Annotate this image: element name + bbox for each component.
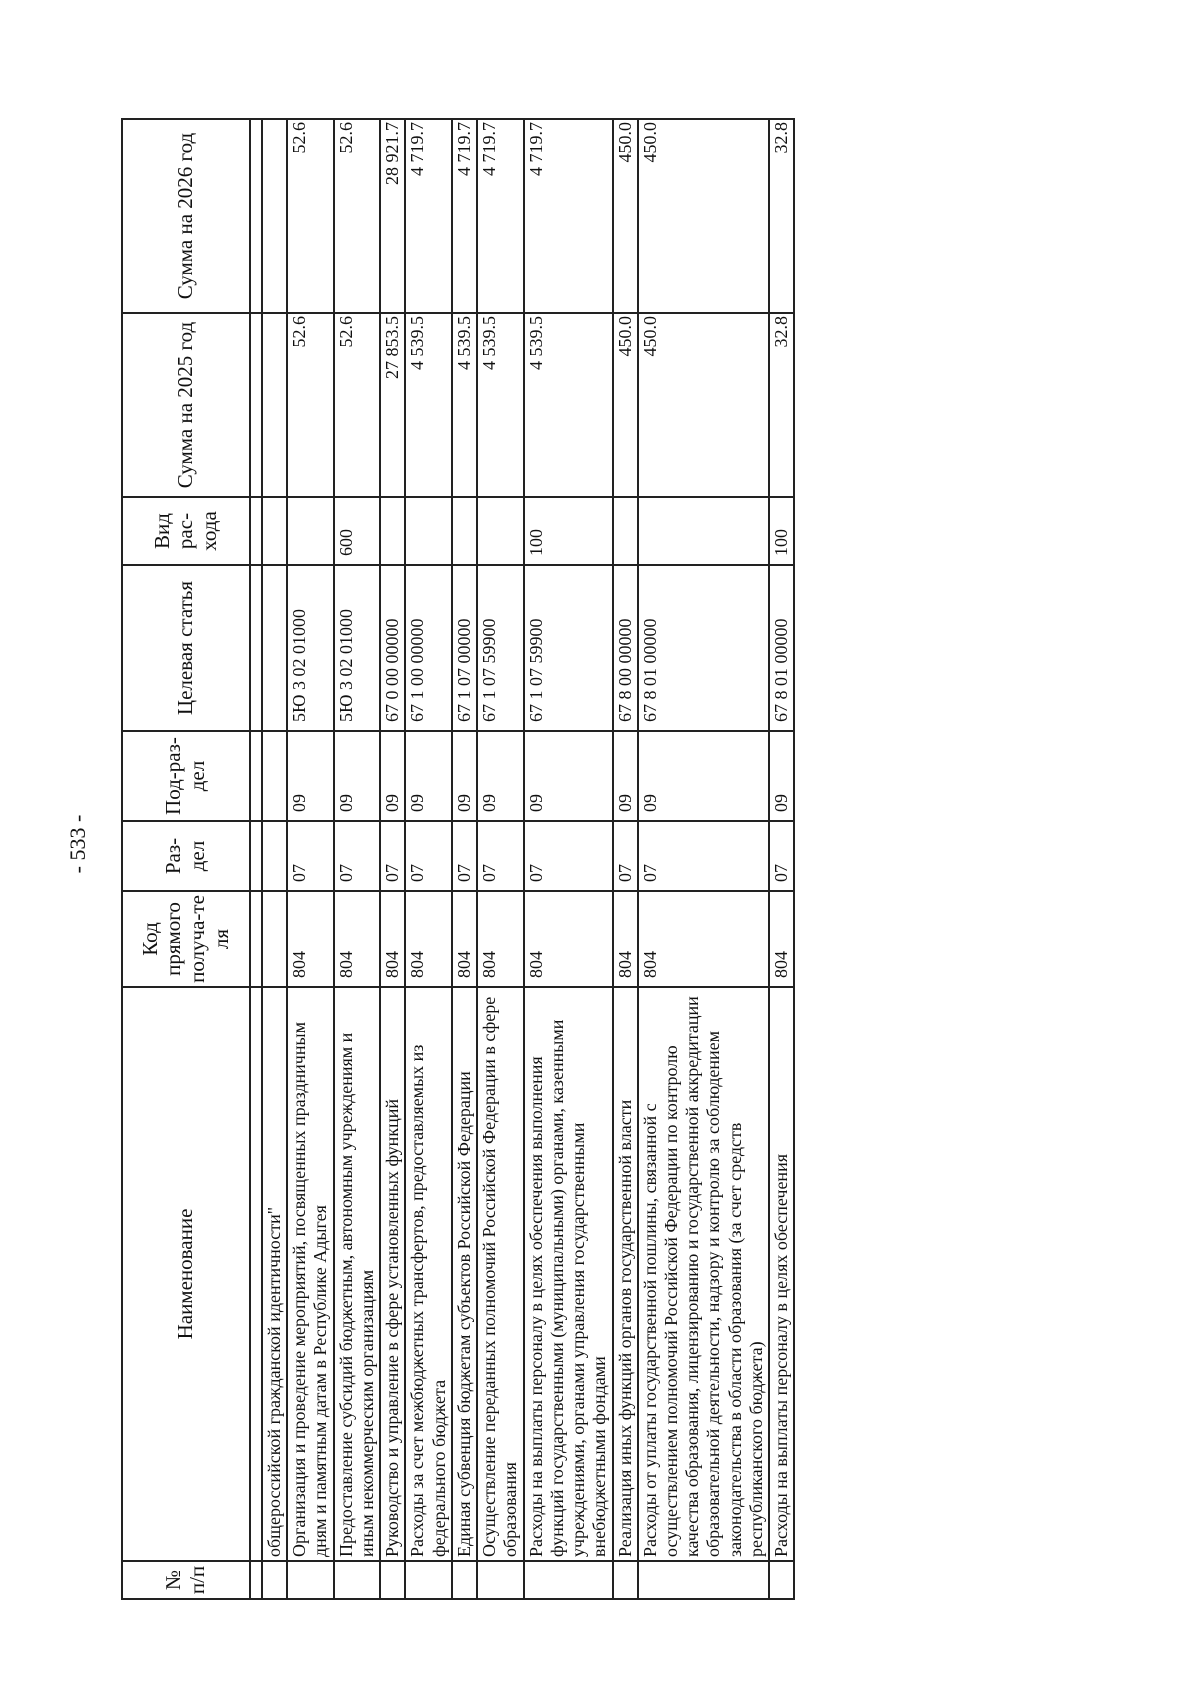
- cell-sum-2026: 4 719.7: [452, 119, 477, 313]
- cell-sum-2026: 4 719.7: [524, 119, 613, 313]
- cell-target: 67 8 00 00000: [613, 565, 638, 731]
- cell-num: [477, 1561, 523, 1599]
- cell-subsection: [262, 731, 287, 821]
- cell-subsection: 09: [287, 731, 333, 821]
- cell-sum-2026: 4 719.7: [477, 119, 523, 313]
- header-name: Наименование: [122, 987, 250, 1561]
- cell-name: Расходы за счет межбюджетных трансфертов, предоставляемых из федерального бюджета: [405, 987, 451, 1561]
- table-row: [477, 119, 523, 1599]
- cell-recipient: 804: [477, 891, 523, 987]
- cell-target: 67 1 07 59900: [524, 565, 613, 731]
- cell-name: Расходы от уплаты государственной пошлины, связанной с осуществлением полномочий Российской Федерации по контролю качества образования, лицензированию и государственной аккредитации образовательной деятельности, надзору и контролю за соблюдением законодательства в области образования (за счет средств республиканского бюджета): [638, 987, 769, 1561]
- cell-num: [405, 1561, 451, 1599]
- cell-subsection: 09: [452, 731, 477, 821]
- cell-sum-2026: 32.8: [769, 119, 794, 313]
- cell-section: 07: [477, 821, 523, 891]
- cell-subsection: 09: [477, 731, 523, 821]
- cell-expense: [287, 497, 333, 565]
- header-subsection: Под-раз-дел: [122, 731, 250, 821]
- cell-num: [769, 1561, 794, 1599]
- cell-name: Расходы на выплаты персоналу в целях обеспечения выполнения функций государственными (муниципальными) органами, казенными учреждениями, органами управления государственными внебюджетными фондами: [524, 987, 613, 1561]
- header-section: Раз-дел: [122, 821, 250, 891]
- spacer-row: [250, 119, 262, 1599]
- cell-section: [262, 821, 287, 891]
- cell-target: 67 8 01 00000: [769, 565, 794, 731]
- page-number: - 533 -: [65, 814, 90, 874]
- cell-expense: [477, 497, 523, 565]
- cell-recipient: [262, 891, 287, 987]
- cell-num: [638, 1561, 769, 1599]
- cell-target: 5Ю 3 02 01000: [334, 565, 380, 731]
- cell-sum-2026: 52.6: [334, 119, 380, 313]
- table-row: [769, 119, 794, 1599]
- cell-name: Реализация иных функций органов государственной власти: [613, 987, 638, 1561]
- cell-name: Руководство и управление в сфере установленных функций: [380, 987, 405, 1561]
- table-row: [405, 119, 451, 1599]
- cell-recipient: 804: [452, 891, 477, 987]
- cell-recipient: 804: [405, 891, 451, 987]
- cell-sum-2026: [262, 119, 287, 313]
- cell-sum-2026: 450.0: [613, 119, 638, 313]
- header-sum-2025: Сумма на 2025 год: [122, 313, 250, 497]
- cell-expense: 600: [334, 497, 380, 565]
- cell-name: Организация и проведение мероприятий, посвященных праздничным дням и памятным датам в Республике Адыгея: [287, 987, 333, 1561]
- cell-expense: [380, 497, 405, 565]
- header-target: Целевая статья: [122, 565, 250, 731]
- cell-subsection: 09: [380, 731, 405, 821]
- cell-num: [613, 1561, 638, 1599]
- cell-sum-2026: 52.6: [287, 119, 333, 313]
- header-expense: Вид рас-хода: [122, 497, 250, 565]
- cell-num: [380, 1561, 405, 1599]
- table-row: [262, 119, 287, 1599]
- cell-target: 67 1 07 59900: [477, 565, 523, 731]
- cell-num: [452, 1561, 477, 1599]
- cell-name: Единая субвенция бюджетам субъектов Российской Федерации: [452, 987, 477, 1561]
- rotated-page-content: [121, 120, 1047, 1600]
- cell-recipient: 804: [380, 891, 405, 987]
- cell-recipient: 804: [334, 891, 380, 987]
- cell-sum-2026: 28 921.7: [380, 119, 405, 313]
- cell-num: [262, 1561, 287, 1599]
- header-num: № п/п: [122, 1561, 250, 1599]
- cell-name: Предоставление субсидий бюджетным, автономным учреждениям и иным некоммерческим организациям: [334, 987, 380, 1561]
- table-row: [334, 119, 380, 1599]
- cell-recipient: 804: [613, 891, 638, 987]
- cell-subsection: 09: [638, 731, 769, 821]
- budget-table: [121, 118, 795, 1600]
- cell-section: 07: [638, 821, 769, 891]
- cell-num: [524, 1561, 613, 1599]
- cell-sum-2025: 450.0: [613, 313, 638, 497]
- cell-expense: 100: [524, 497, 613, 565]
- cell-sum-2025: 52.6: [287, 313, 333, 497]
- header-row: [122, 119, 250, 1599]
- cell-target: 67 0 00 00000: [380, 565, 405, 731]
- header-sum-2026: Сумма на 2026 год: [122, 119, 250, 313]
- cell-section: 07: [405, 821, 451, 891]
- table-row: [524, 119, 613, 1599]
- cell-sum-2026: 4 719.7: [405, 119, 451, 313]
- cell-name: Осуществление переданных полномочий Российской Федерации в сфере образования: [477, 987, 523, 1561]
- cell-expense: [405, 497, 451, 565]
- cell-subsection: 09: [769, 731, 794, 821]
- header-recipient: Код прямого получа-те ля: [122, 891, 250, 987]
- cell-sum-2025: 27 853.5: [380, 313, 405, 497]
- cell-num: [334, 1561, 380, 1599]
- cell-expense: [452, 497, 477, 565]
- cell-sum-2025: 32.8: [769, 313, 794, 497]
- cell-section: 07: [452, 821, 477, 891]
- cell-expense: [638, 497, 769, 565]
- cell-target: 67 1 00 00000: [405, 565, 451, 731]
- cell-target: [262, 565, 287, 731]
- cell-section: 07: [287, 821, 333, 891]
- cell-target: 67 8 01 00000: [638, 565, 769, 731]
- cell-sum-2025: 4 539.5: [477, 313, 523, 497]
- table-row: [613, 119, 638, 1599]
- cell-target: 67 1 07 00000: [452, 565, 477, 731]
- cell-section: 07: [380, 821, 405, 891]
- cell-sum-2025: [262, 313, 287, 497]
- cell-sum-2026: 450.0: [638, 119, 769, 313]
- table-row: [287, 119, 333, 1599]
- cell-sum-2025: 4 539.5: [524, 313, 613, 497]
- table-row: [638, 119, 769, 1599]
- cell-subsection: 09: [334, 731, 380, 821]
- cell-recipient: 804: [638, 891, 769, 987]
- cell-subsection: 09: [524, 731, 613, 821]
- cell-target: 5Ю 3 02 01000: [287, 565, 333, 731]
- cell-expense: [262, 497, 287, 565]
- cell-section: 07: [769, 821, 794, 891]
- cell-num: [287, 1561, 333, 1599]
- cell-section: 07: [524, 821, 613, 891]
- cell-subsection: 09: [405, 731, 451, 821]
- cell-section: 07: [613, 821, 638, 891]
- cell-recipient: 804: [287, 891, 333, 987]
- cell-sum-2025: 4 539.5: [452, 313, 477, 497]
- cell-section: 07: [334, 821, 380, 891]
- table-row: [452, 119, 477, 1599]
- cell-recipient: 804: [524, 891, 613, 987]
- cell-expense: 100: [769, 497, 794, 565]
- cell-name: общероссийской гражданской идентичности": [262, 987, 287, 1561]
- cell-subsection: 09: [613, 731, 638, 821]
- cell-name: Расходы на выплаты персоналу в целях обеспечения: [769, 987, 794, 1561]
- cell-sum-2025: 450.0: [638, 313, 769, 497]
- cell-recipient: 804: [769, 891, 794, 987]
- cell-sum-2025: 4 539.5: [405, 313, 451, 497]
- cell-expense: [613, 497, 638, 565]
- cell-sum-2025: 52.6: [334, 313, 380, 497]
- table-row: [380, 119, 405, 1599]
